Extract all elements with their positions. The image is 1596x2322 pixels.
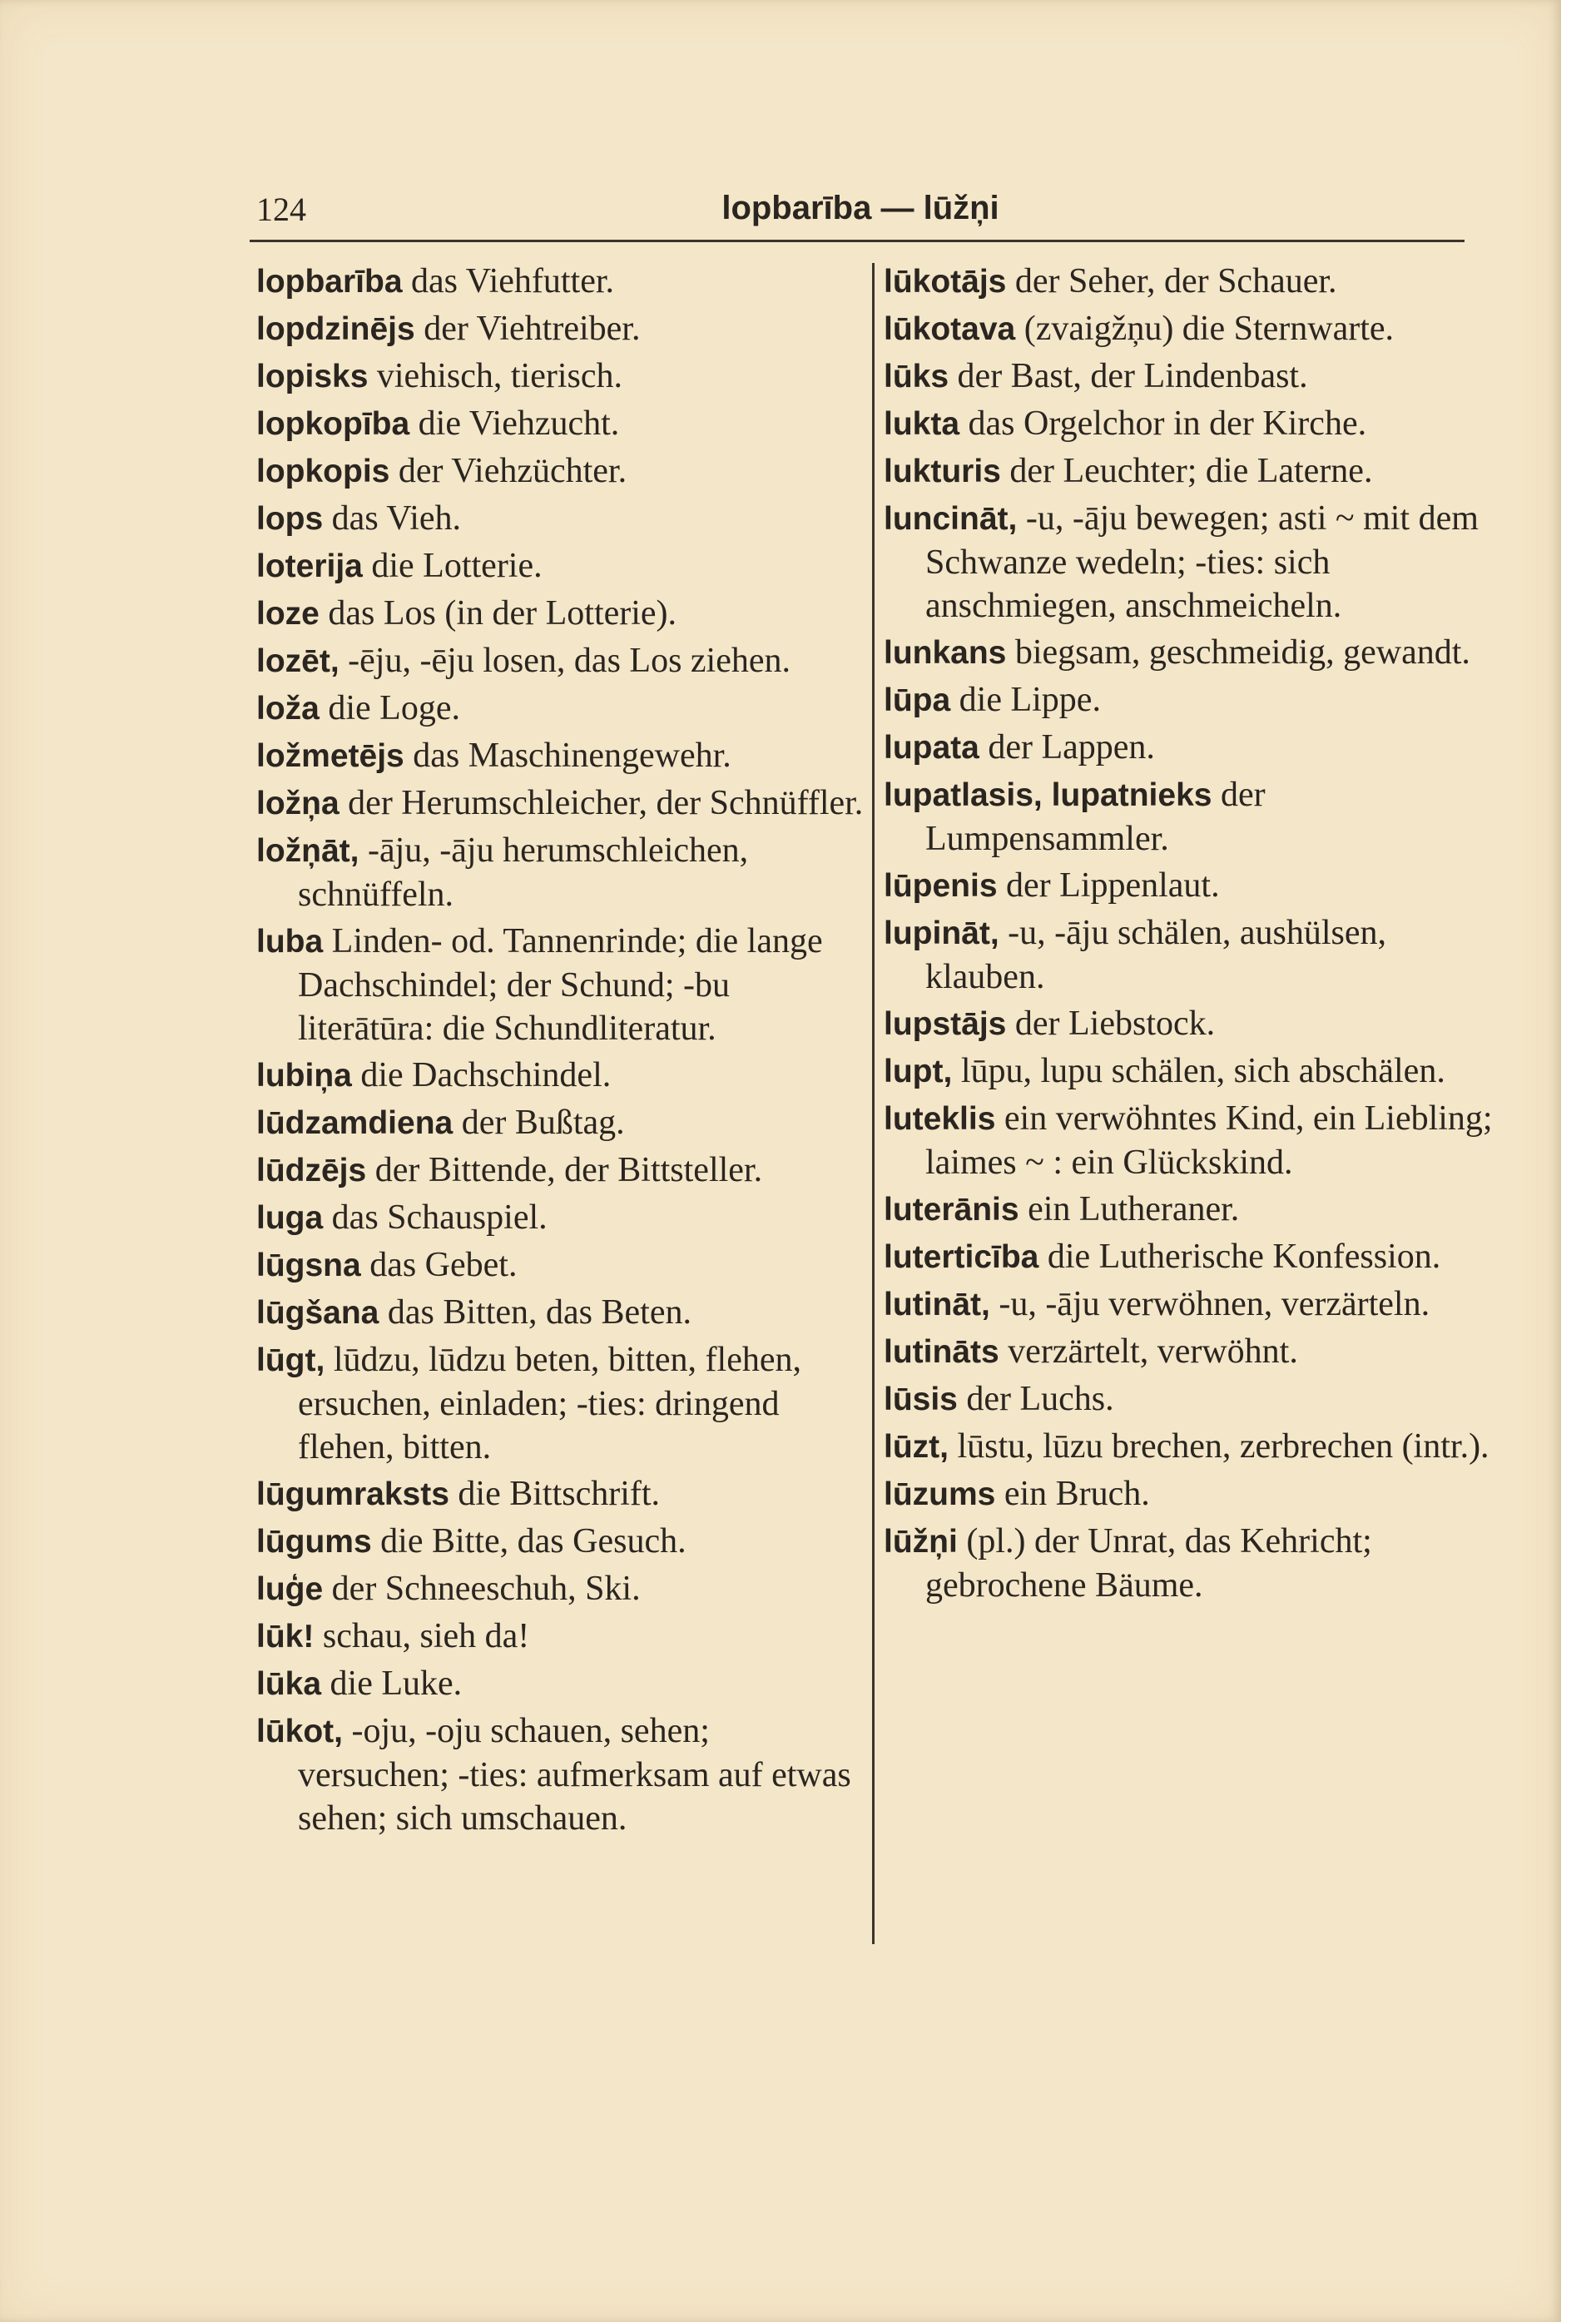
dictionary-entry	[256, 544, 864, 588]
entry-headword: lūdzējs	[256, 1153, 367, 1188]
entry-definition: lūstu, lūzu brechen, zerbrechen (intr.).	[948, 1427, 1489, 1466]
entry-definition: der Viehzüchter.	[389, 452, 627, 490]
dictionary-entry	[884, 773, 1493, 861]
entry-definition: die Lippe.	[950, 681, 1101, 719]
dictionary-entry	[256, 1149, 864, 1193]
entry-headword: lupata	[884, 730, 979, 766]
column-divider	[872, 263, 875, 1944]
dictionary-entry	[884, 678, 1493, 722]
dictionary-entry	[884, 1330, 1493, 1374]
entry-definition: der Lumpensammler.	[925, 776, 1266, 858]
entry-headword: luteklis	[884, 1101, 996, 1137]
entry-headword: lopkopis	[256, 454, 390, 489]
entry-definition: -u, -āju bewegen; asti ~ mit dem Schwanze wedeln; -ties: sich anschmiegen, anschmeicheln.	[925, 499, 1479, 625]
entry-headword: lopdzinējs	[256, 311, 415, 347]
dictionary-entry	[256, 1615, 864, 1659]
entry-definition: -u, -āju schälen, aushülsen, klauben.	[925, 914, 1387, 996]
entry-headword: lūk!	[256, 1619, 315, 1655]
dictionary-entry	[256, 1709, 864, 1840]
dictionary-entry	[256, 1196, 864, 1240]
entry-definition: das Orgelchor in der Kirche.	[959, 404, 1367, 443]
entry-headword: lūgsna	[256, 1248, 361, 1283]
entry-definition: ein Bruch.	[995, 1475, 1150, 1513]
entry-definition: verzärtelt, verwöhnt.	[999, 1332, 1298, 1371]
entry-definition: der Luchs.	[957, 1380, 1114, 1418]
running-head: lopbarība — lūžņi	[721, 190, 999, 226]
dictionary-entry	[256, 781, 864, 826]
dictionary-entry	[884, 1188, 1493, 1232]
entry-definition: der Bußtag.	[453, 1104, 625, 1142]
dictionary-entry	[884, 864, 1493, 908]
dictionary-entry	[884, 307, 1493, 351]
entry-headword: luga	[256, 1200, 324, 1236]
entry-headword: lozēt,	[256, 643, 340, 679]
entry-definition: die Bittschrift.	[449, 1475, 661, 1513]
dictionary-entry	[884, 402, 1493, 446]
entry-headword: lūpenis	[884, 868, 998, 904]
page-number: 124	[256, 191, 306, 228]
entry-definition: ein verwöhntes Kind, ein Liebling; laimes ~ : ein Glückskind.	[925, 1099, 1493, 1182]
right-column	[884, 260, 1493, 1610]
entry-headword: lūks	[884, 359, 949, 394]
dictionary-entry	[884, 260, 1493, 304]
header-rule	[250, 240, 1465, 242]
entry-definition: viehisch, tierisch.	[368, 357, 622, 395]
entry-headword: loža	[256, 691, 320, 727]
entry-headword: lutināts	[884, 1334, 999, 1370]
entry-headword: loterija	[256, 548, 363, 584]
entry-headword: lukturis	[884, 454, 1001, 489]
entry-definition: der Seher, der Schauer.	[1006, 262, 1337, 300]
dictionary-entry	[884, 726, 1493, 770]
entry-headword: lūgums	[256, 1524, 372, 1560]
dictionary-entry	[884, 1049, 1493, 1094]
entry-headword: lops	[256, 501, 324, 537]
entry-definition: (pl.) der Unrat, das Kehricht; gebrochene Bäume.	[925, 1522, 1372, 1605]
entry-definition: der Lappen.	[979, 728, 1155, 767]
dictionary-entry	[256, 497, 864, 541]
entry-definition: der Herumschleicher, der Schnüffler.	[339, 784, 864, 822]
dictionary-entry	[256, 1243, 864, 1288]
dictionary-entry	[884, 1377, 1493, 1421]
dictionary-entry	[256, 402, 864, 446]
entry-definition: -ēju, -ēju losen, das Los ziehen.	[339, 642, 791, 680]
dictionary-entry	[256, 1291, 864, 1335]
entry-headword: lūgumraksts	[256, 1476, 449, 1512]
entry-headword: lūgt,	[256, 1342, 325, 1378]
dictionary-entry	[256, 829, 864, 916]
dictionary-entry	[884, 355, 1493, 399]
entry-definition: die Lutherische Konfession.	[1038, 1238, 1441, 1276]
entry-headword: lupatlasis, lupatnieks	[884, 777, 1212, 813]
entry-headword: luterānis	[884, 1192, 1019, 1228]
entry-headword: lutināt,	[884, 1287, 990, 1322]
page-header	[256, 190, 1465, 240]
dictionary-entry	[884, 1283, 1493, 1327]
entry-definition: die Lotterie.	[362, 547, 543, 585]
entry-headword: lopkopība	[256, 406, 410, 442]
entry-headword: lūkotājs	[884, 264, 1007, 300]
dictionary-entry	[884, 1425, 1493, 1469]
entry-headword: lopisks	[256, 359, 369, 394]
dictionary-entry	[884, 1235, 1493, 1279]
entry-headword: luba	[256, 924, 324, 960]
dictionary-entry	[256, 639, 864, 683]
entry-definition: das Viehfutter.	[402, 262, 615, 300]
dictionary-entry	[884, 631, 1493, 675]
entry-headword: luncināt,	[884, 501, 1018, 537]
entry-definition: die Viehzucht.	[409, 404, 620, 443]
dictionary-entry	[256, 449, 864, 494]
dictionary-entry	[256, 592, 864, 636]
entry-headword: loze	[256, 596, 320, 632]
entry-definition: das Schauspiel.	[323, 1198, 548, 1237]
entry-definition: -u, -āju verwöhnen, verzärteln.	[989, 1285, 1430, 1323]
entry-definition: -oju, -oju schauen, sehen; versuchen; -ties: aufmerksam auf etwas sehen; sich umschauen.	[298, 1712, 851, 1838]
entry-headword: lūka	[256, 1666, 322, 1702]
entry-definition: der Schneeschuh, Ski.	[323, 1570, 641, 1608]
entry-definition: die Bitte, das Gesuch.	[371, 1522, 686, 1560]
dictionary-entry	[884, 497, 1493, 628]
entry-definition: schau, sieh da!	[314, 1617, 530, 1655]
entry-definition: das Vieh.	[323, 499, 462, 538]
entry-headword: ložņāt,	[256, 833, 359, 869]
entry-definition: der Liebstock.	[1006, 1005, 1216, 1043]
dictionary-entry	[256, 1472, 864, 1516]
entry-definition: Linden- od. Tannenrinde; die lange Dachschindel; der Schund; -bu literātūra: die Schundliteratur.	[298, 922, 823, 1048]
entry-headword: lūzt,	[884, 1429, 949, 1465]
dictionary-entry	[884, 449, 1493, 494]
entry-headword: lukta	[884, 406, 960, 442]
dictionary-entry	[256, 1567, 864, 1611]
entry-headword: lūkot,	[256, 1714, 343, 1749]
entry-definition: das Bitten, das Beten.	[379, 1293, 691, 1332]
entry-headword: lūzums	[884, 1476, 996, 1512]
entry-definition: die Dachschindel.	[351, 1056, 612, 1094]
entry-definition: das Maschinengewehr.	[404, 737, 731, 775]
entry-headword: luterticība	[884, 1239, 1039, 1275]
entry-definition: der Lippenlaut.	[997, 866, 1220, 905]
dictionary-entry	[884, 1002, 1493, 1046]
entry-definition: das Los (in der Lotterie).	[319, 594, 677, 633]
dictionary-entry	[256, 920, 864, 1050]
left-column	[256, 260, 864, 1843]
entry-headword: lupināt,	[884, 915, 999, 951]
entry-headword: lūgšana	[256, 1295, 379, 1331]
entry-definition: ein Lutheraner.	[1019, 1190, 1240, 1228]
entry-headword: lubiņa	[256, 1058, 352, 1094]
entry-definition: (zvaigžņu) die Sternwarte.	[1015, 310, 1395, 348]
entry-headword: lūkotava	[884, 311, 1016, 347]
entry-definition: das Gebet.	[360, 1246, 518, 1284]
entry-headword: luģe	[256, 1571, 324, 1607]
entry-definition: die Luke.	[321, 1665, 463, 1703]
dictionary-entry	[884, 1097, 1493, 1184]
dictionary-entry	[256, 1662, 864, 1706]
dictionary-entry	[256, 734, 864, 778]
dictionary-entry	[884, 1472, 1493, 1516]
entry-headword: lūžņi	[884, 1524, 958, 1560]
dictionary-entry	[256, 260, 864, 304]
dictionary-entry	[256, 355, 864, 399]
entry-definition: die Loge.	[319, 689, 460, 727]
entry-headword: ložmetējs	[256, 738, 404, 774]
entry-headword: lupstājs	[884, 1006, 1007, 1042]
entry-definition: der Leuchter; die Laterne.	[1000, 452, 1373, 490]
dictionary-entry	[256, 1338, 864, 1469]
dictionary-entry	[256, 1520, 864, 1564]
dictionary-entry	[256, 307, 864, 351]
entry-headword: lūpa	[884, 682, 951, 718]
entry-definition: lūpu, lupu schälen, sich abschälen.	[952, 1052, 1445, 1090]
entry-headword: lunkans	[884, 635, 1007, 671]
entry-definition: der Bast, der Lindenbast.	[949, 357, 1308, 395]
dictionary-entry	[256, 687, 864, 731]
entry-headword: lūdzamdiena	[256, 1105, 454, 1141]
entry-definition: der Viehtreiber.	[414, 310, 641, 348]
dictionary-entry	[884, 1520, 1493, 1607]
entry-definition: lūdzu, lūdzu beten, bitten, flehen, ersuchen, einladen; -ties: dringend flehen, bitten.	[298, 1341, 801, 1466]
dictionary-entry	[256, 1054, 864, 1098]
entry-definition: -āju, -āju herumschleichen, schnüffeln.	[298, 831, 749, 914]
entry-definition: biegsam, geschmeidig, gewandt.	[1006, 633, 1470, 672]
dictionary-entry	[256, 1101, 864, 1145]
entry-definition: der Bittende, der Bittsteller.	[366, 1151, 763, 1189]
entry-headword: lupt,	[884, 1054, 953, 1089]
entry-headword: lopbarība	[256, 264, 403, 300]
dictionary-entry	[884, 911, 1493, 999]
entry-headword: ložņa	[256, 786, 340, 821]
entry-headword: lūsis	[884, 1382, 958, 1417]
